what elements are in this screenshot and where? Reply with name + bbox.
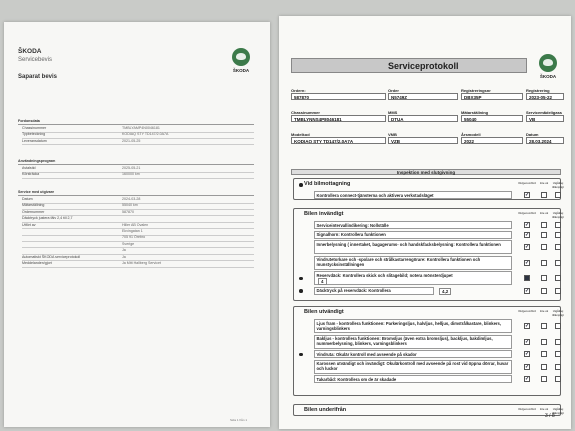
row-value: Hiller AB Ovalen (122, 222, 149, 227)
checkbox-not-ok[interactable] (541, 288, 547, 294)
checkbox-na[interactable] (555, 288, 561, 294)
row-key: Datum (22, 197, 33, 201)
item-text: Serviceintervallindikering: Nollställe (316, 222, 389, 228)
field-value: 2022 (461, 137, 523, 144)
skoda-logo (226, 48, 256, 73)
document-subtitle: Servicebevis (18, 57, 53, 63)
checkbox-ok[interactable]: ✓ (525, 287, 530, 294)
checkbox-not-ok[interactable] (541, 192, 547, 198)
checklist-item (314, 221, 512, 229)
checkbox-not-ok[interactable] (541, 323, 547, 329)
checklist-item (314, 360, 512, 374)
brand-name: ŠKODA (18, 48, 42, 55)
item-text: Innerbelysning ( innertaket, bagagerums- och handskfacksbelysning: Kontrollera funktionen (316, 241, 501, 247)
section-rule (18, 164, 254, 165)
item-text: Karossen utvändigt och invändigt: Okulärkontroll med avseende på rost vid öppna dörrar, huvar och luckor (316, 361, 509, 372)
field-label: Mätarställning (461, 110, 489, 115)
skoda-logo-icon (232, 48, 250, 66)
row-key: Mätarställning (22, 203, 45, 208)
checkbox-na[interactable] (555, 275, 561, 281)
column-header-ok: Ok/genomförd (518, 181, 536, 185)
field-value: DTUA (388, 115, 458, 122)
protocol-title: Serviceprotokoll (388, 61, 459, 71)
checklist-item (314, 287, 434, 295)
checkbox-na[interactable] (555, 244, 561, 250)
field-label: Chassinummer (291, 110, 320, 115)
row-value: 2024-03-28 (122, 197, 141, 201)
item-measurement: 4 (318, 278, 327, 285)
field-value: VZB (388, 137, 458, 144)
row-value: Ja Mitt Hallberg Servicet (122, 261, 161, 265)
inspection-section (293, 404, 564, 416)
field-value: 2023-05-22 (526, 93, 564, 100)
column-header-na: Utgått/ej tillämpligt (552, 181, 564, 189)
section-title: Bilen invändigt (304, 211, 344, 217)
skoda-logo-text: ŠKODA (232, 68, 250, 73)
column-header-ok: Ok/genomförd (518, 309, 536, 313)
checklist-item (314, 375, 512, 383)
section-title: Fordonsdata (18, 119, 40, 123)
field-value: N5749Z (388, 93, 458, 100)
column-header-na: Utgått/ej tillämpligt (552, 211, 564, 219)
checkbox-na[interactable] (555, 222, 561, 228)
checkbox-ok[interactable]: ✓ (525, 244, 530, 250)
field-value: 587870 (291, 93, 386, 100)
field-value: 55040 (461, 115, 523, 122)
field-label: Registreringsnr (461, 88, 491, 93)
item-text: Vindrutetorkare och -spolare och strålkastarrengörare: Kontrollera funktionen och munstycksinställningen (316, 257, 481, 268)
column-header-not-ok: Inte ok (539, 407, 549, 411)
checkbox-not-ok[interactable] (541, 222, 547, 228)
checklist-item (314, 319, 512, 333)
info-field (388, 110, 458, 122)
info-field (291, 88, 386, 100)
item-text: Reservdäck: Kontrollera skick och slitagebild; notera mönsterdjupet (316, 272, 453, 278)
protocol-title-bar (291, 58, 527, 73)
info-field (461, 110, 523, 122)
field-label: Servicemådeligass (526, 110, 563, 115)
info-field (526, 88, 564, 100)
item-measurement: 4,2 (439, 288, 451, 295)
checkbox-not-ok[interactable] (541, 275, 547, 281)
row-value: Sverige (122, 241, 135, 246)
section-rule (18, 195, 254, 196)
checklist-item (314, 256, 512, 270)
footer-page-number: Sida 1 från 1 (230, 418, 248, 422)
row-divider (22, 267, 254, 268)
row-key: Avtalstid (22, 166, 36, 170)
section-title: Bilen underifrån (304, 407, 347, 413)
checkbox-na[interactable] (555, 323, 561, 329)
checkbox-not-ok[interactable] (541, 232, 547, 238)
checklist-item (314, 335, 512, 349)
checkbox-not-ok[interactable] (541, 339, 547, 345)
field-value: KODIAQ STY TD147/2.0A7A (291, 137, 386, 144)
checkbox-ok[interactable] (524, 275, 530, 281)
info-field (461, 132, 523, 144)
servicebevis-page (4, 22, 270, 427)
document-heading: Saparat bevis (18, 74, 58, 80)
info-field (388, 88, 458, 100)
column-header-ok: Ok/genomförd (518, 407, 536, 411)
info-field (388, 132, 458, 144)
item-bullet-icon (299, 289, 303, 293)
field-label: Modelkod (291, 132, 310, 137)
checkbox-ok[interactable]: ✓ (525, 231, 530, 238)
info-field (291, 132, 386, 144)
checklist-item (314, 191, 512, 199)
row-value: 55040 km (122, 203, 138, 208)
section-header (294, 307, 564, 318)
field-label: Årsmodell (461, 132, 481, 137)
row-key: Körsträcka (22, 172, 40, 177)
field-label: VMB (388, 132, 397, 137)
item-bullet-icon (299, 277, 303, 281)
checkbox-not-ok[interactable] (541, 260, 547, 266)
row-key: Däcktryck justera fälv 2,4 till 2,7 (22, 216, 73, 221)
section-title: Service med utgivare (18, 190, 55, 194)
row-value: Ja (122, 248, 126, 253)
row-value: 705 91 Örebro (122, 235, 146, 240)
checkbox-ok[interactable]: ✓ (525, 192, 530, 198)
item-text: Takarbåd: Kontrollera om de är skadade (316, 376, 397, 382)
section-rule (18, 124, 254, 125)
row-key: Ordernummer (22, 209, 45, 214)
row-divider (22, 144, 254, 145)
checklist-item (314, 240, 512, 254)
row-value: Ekvingatan 1 (122, 229, 143, 233)
section-title: Bilen utvändigt (304, 309, 344, 315)
checkbox-ok[interactable]: ✓ (525, 363, 530, 370)
checkbox-ok[interactable]: ✓ (525, 376, 530, 382)
checklist-item (314, 350, 512, 358)
checkbox-na[interactable] (555, 260, 561, 266)
inspection-section (293, 178, 564, 200)
section-header (294, 405, 564, 416)
item-bullet-icon (299, 353, 303, 357)
info-field (291, 110, 386, 122)
row-divider (22, 178, 254, 179)
section-header (294, 209, 564, 220)
section-bullet-icon (299, 183, 303, 187)
row-key: Utfört av (22, 222, 36, 227)
checkbox-na[interactable] (555, 351, 561, 357)
item-text: Ljus fram - kontrollera funktionen: Parkeringsljus, halvljus, helljus, dimstrålkastare, blinkers, varningsblinkers (316, 320, 502, 331)
column-header-not-ok: Inte ok (539, 181, 549, 185)
info-field (526, 110, 564, 122)
column-header-not-ok: Inte ok (539, 309, 549, 313)
checkbox-na[interactable] (555, 376, 561, 382)
field-value: TMBLYNNS4P8046181 (291, 115, 386, 122)
item-text: Kontrollera connect-tjänsterna och aktivera verkstadsläget (316, 192, 434, 198)
checkbox-not-ok[interactable] (541, 244, 547, 250)
field-label: Datum (526, 132, 539, 137)
field-label: Registrering (526, 88, 550, 93)
checkbox-not-ok[interactable] (541, 364, 547, 370)
inspection-section (293, 208, 564, 301)
inspection-header: Inspektion med slutgivning (291, 169, 561, 175)
checkbox-ok[interactable]: ✓ (525, 259, 530, 266)
info-field (526, 132, 564, 144)
field-value: 28.03.2024 (526, 137, 564, 144)
section-header (294, 179, 564, 190)
field-label: Order (388, 88, 399, 93)
serviceprotokoll-page (279, 16, 571, 429)
skoda-logo-icon (539, 54, 557, 72)
row-value: 2025-05-21 (122, 166, 141, 170)
item-text: Bakljus - kontrollera funktionen: Bromsljus (även extra bromsljus), backljus, bakdimljus, nummerbelysning, blinkers, varningsblinkers (316, 336, 493, 347)
row-value: Ja (122, 254, 126, 259)
page-number: 3 / 8 (545, 413, 555, 419)
row-key: Meddelanden/gjort (22, 261, 52, 265)
row-value: TMBLYAMP4N0046181 (122, 126, 160, 130)
checkbox-na[interactable] (555, 192, 561, 198)
column-header-na: Utgått/ej tillämpligt (552, 407, 564, 415)
item-text: Signalhorn: Kontrollera funktionen (316, 232, 386, 238)
checkbox-ok[interactable]: ✓ (525, 222, 530, 228)
checklist-item (314, 231, 512, 239)
column-header-not-ok: Inte ok (539, 211, 549, 215)
info-field (461, 88, 523, 100)
checkbox-na[interactable] (555, 364, 561, 370)
row-value: 2021-05-25 (122, 138, 141, 143)
row-value: KODIAQ STY TD147/2.0A7A (122, 132, 169, 137)
checklist-item (314, 271, 512, 285)
field-label: Ordern: (291, 88, 306, 93)
section-title: Vid bilmottagning (304, 181, 351, 187)
item-text: Däcktryck på reservdäck: Kontrollera (316, 288, 391, 294)
checkbox-ok[interactable]: ✓ (525, 338, 530, 345)
section-title: Användningsprogram (18, 159, 56, 163)
skoda-logo-text: ŠKODA (539, 74, 557, 79)
item-text: Vindruta: Okulär kontroll med avseende på skador (316, 351, 417, 357)
row-key: Leveransdatum (22, 138, 47, 143)
field-value: DBX35P (461, 93, 523, 100)
checkbox-not-ok[interactable] (541, 376, 547, 382)
field-label: MMS (388, 110, 398, 115)
row-value: 160000 km (122, 172, 140, 177)
row-value: 587870 (122, 209, 134, 214)
field-value: VB (526, 115, 564, 122)
checkbox-na[interactable] (555, 339, 561, 345)
column-header-ok: Ok/genomförd (518, 211, 536, 215)
inspection-section (293, 306, 564, 396)
row-key: Typbeteckning (22, 132, 46, 137)
row-key: Automatiskt ŠKODA serviceprotokoll (22, 254, 81, 259)
checkbox-ok[interactable]: ✓ (525, 351, 530, 357)
skoda-logo (535, 54, 561, 79)
checkbox-not-ok[interactable] (541, 351, 547, 357)
checkbox-na[interactable] (555, 232, 561, 238)
row-key: Chassinummer (22, 126, 47, 130)
checkbox-ok[interactable]: ✓ (525, 323, 530, 329)
column-header-na: Utgått/ej tillämpligt (552, 309, 564, 317)
